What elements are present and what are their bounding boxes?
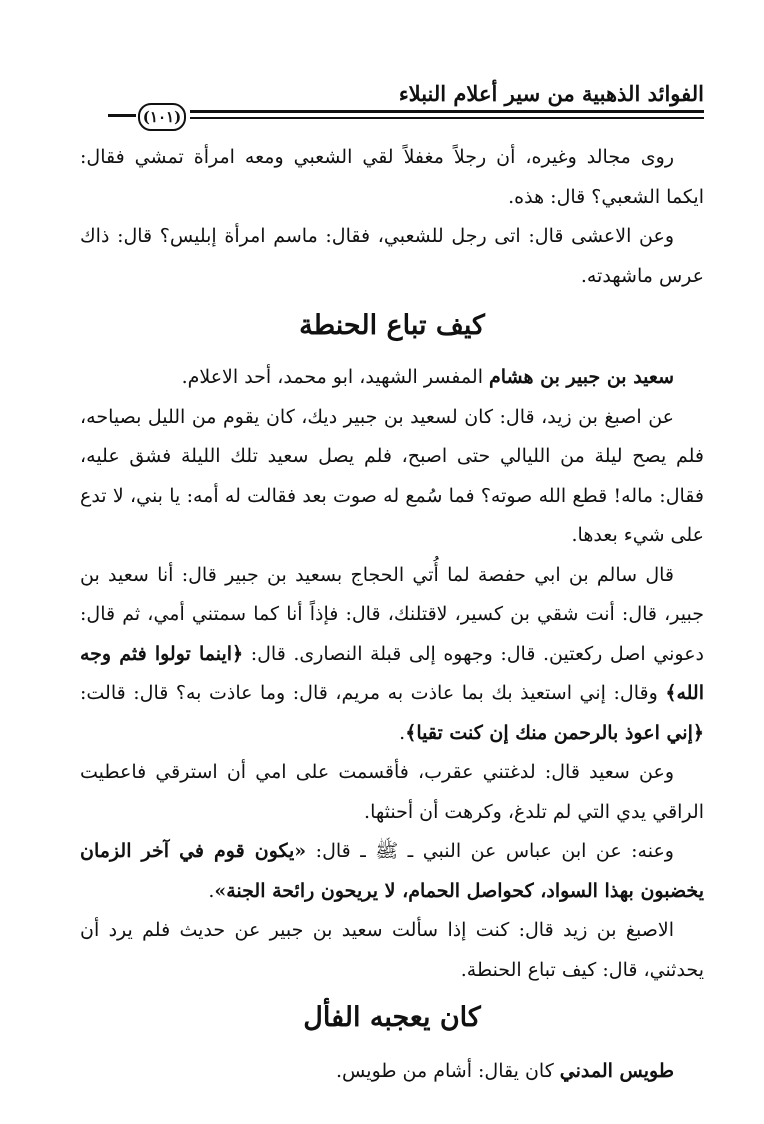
- paragraph-6: وعن سعيد قال: لدغتني عقرب، فأقسمت على امي أن استرقي فاعطيت الراقي يدي التي لم تلدغ، وكرهت أن أحنثها.: [80, 761, 704, 823]
- paragraph-5-text-b: وقال: إني استعيذ بك بما عاذت به مريم، قال: وما عاذت به؟ قال: قالت:: [80, 682, 666, 704]
- hadith-quote: «يكون قوم في آخر الزمان يخضبون بهذا السواد، كحواصل الحمام، لا يريحون رائحة الجنة»: [80, 840, 704, 902]
- paragraph-7-text-c: .: [208, 879, 215, 902]
- paragraph-9: [80, 1052, 704, 1092]
- paragraph-3: [80, 358, 704, 398]
- running-header-title: الفوائد الذهبية من سير أعلام النبلاء: [398, 81, 704, 106]
- paragraph-1: روى مجالد وغيره، أن رجلاً مغفلاً لقي الشعبي ومعه امرأة تمشي فقال: ايكما الشعبي؟ قال: هذه.: [80, 146, 704, 208]
- biography-name-2: طويس المدني: [559, 1060, 674, 1082]
- page-body: [80, 138, 704, 1092]
- header-rule-short: [108, 114, 136, 117]
- header-rule-thin: [190, 117, 704, 119]
- header-rule: [190, 110, 704, 113]
- paragraph-5-text-c: .: [399, 721, 406, 744]
- biography-name: سعيد بن جبير بن هشام: [489, 366, 674, 388]
- quran-quote-1: ﴿اينما تولوا فثم وجه الله﴾: [80, 642, 704, 704]
- section-heading-1: كيف تباع الحنطة: [299, 310, 485, 341]
- paragraph-4: عن اصبغ بن زيد، قال: كان لسعيد بن جبير ديك، كان يقوم من الليل بصياحه، فلم يصح ليلة من الليالي حتى اصبح، فلم يصل سعيد تلك الليلة فشق عليه، فقال: ماله! قطع الله صوته؟ فما سُمع له صوت بعد فقالت له أمه: يا بني، لا تدع على شيء بعدها.: [80, 405, 704, 546]
- section-heading-2: كان يعجبه الفأل: [303, 1002, 481, 1033]
- page-number: (١٠١): [138, 103, 186, 131]
- biography-text: المفسر الشهيد، ابو محمد، أحد الاعلام.: [181, 366, 490, 388]
- paragraph-7: [80, 832, 704, 911]
- paragraph-5: [80, 556, 704, 754]
- paragraph-2: وعن الاعشى قال: اتى رجل للشعبي، فقال: ماسم امرأة إبليس؟ قال: ذاك عرس ماشهدته.: [80, 225, 704, 287]
- quran-quote-2: ﴿إني اعوذ بالرحمن منك إن كنت تقيا﴾: [405, 721, 704, 744]
- paragraph-8: الاصبغ بن زيد قال: كنت إذا سألت سعيد بن جبير عن حديث فلم يرد أن يحدثني، قال: كيف تباع الحنطة.: [80, 919, 704, 981]
- biography-text-2: كان يقال: أشام من طويس.: [336, 1060, 560, 1082]
- paragraph-5-text-a: قال سالم بن ابي حفصة لما أُتي الحجاج بسعيد بن جبير قال: أنا سعيد بن جبير، قال: أنت شقي بن كسير، لاقتلنك، قال: فإذاً أنا كما سمتني أمي، ثم قال: دعوني اصل ركعتين. قال: وجهوه إلى قبلة النصارى. قال:: [80, 563, 704, 665]
- paragraph-7-text-a: وعنه: عن ابن عباس عن النبي ـ ﷺ ـ قال:: [306, 840, 674, 862]
